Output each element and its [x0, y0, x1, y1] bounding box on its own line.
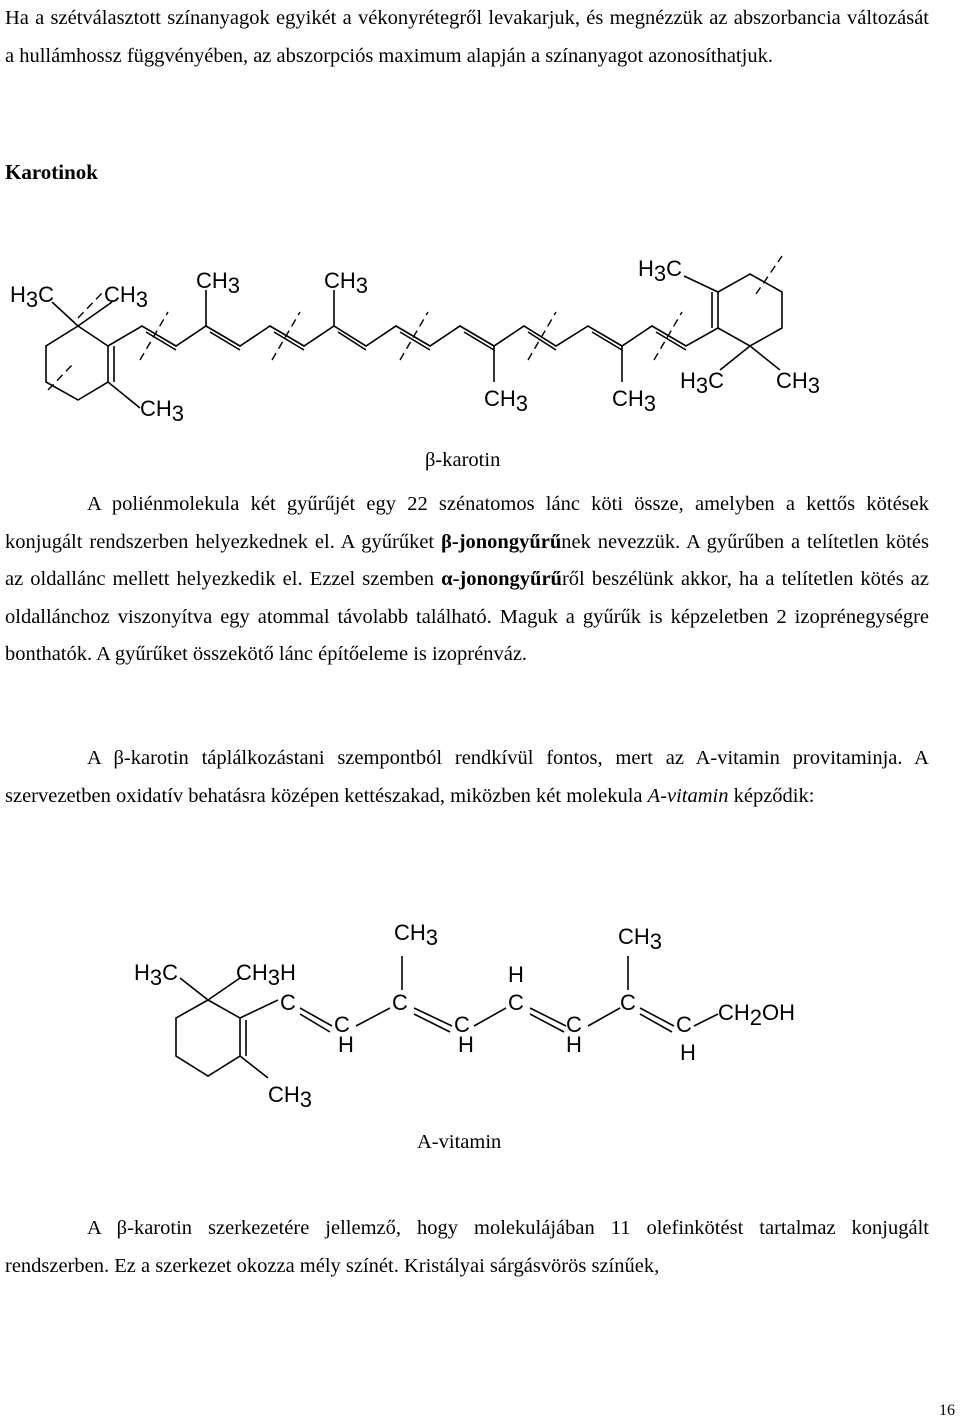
va-ch2oh: CH2OH — [718, 1000, 796, 1030]
label-ch3-1: CH3 — [104, 282, 149, 312]
label-h3c-b: H3C — [680, 368, 725, 398]
va-ch3-bot: CH3 — [268, 1082, 313, 1112]
vitamin-a-structure — [0, 900, 960, 1120]
va-c7: C — [620, 990, 636, 1015]
va-ch3-top1: CH3 — [394, 920, 439, 950]
page-number: 16 — [939, 1402, 955, 1419]
label-h3c-1: H3C — [10, 282, 55, 312]
left-ring — [46, 326, 108, 400]
beta-carotene-paragraph — [5, 740, 929, 815]
poly-text-2: nek nevezzük. A gyűrűben a telítetlen kötés az oldallánc mellett helyezkedik el. Ezzel szemben — [5, 530, 929, 590]
va-h-top: H — [508, 962, 524, 987]
beta-jonon-term: β-jonongyűrű — [441, 530, 562, 553]
va-c5: C — [508, 990, 524, 1015]
label-h3c-2: H3C — [638, 256, 683, 286]
polyene-chain — [108, 326, 718, 346]
alpha-jonon-term: α-jonongyűrű — [441, 568, 562, 590]
beta-text-2: képződik: — [728, 784, 815, 807]
intro-paragraph: Ha a szétválasztott színanyagok egyikét a vékonyrétegről levakarjuk, és megnézzük az abszorbancia változását a hullámhossz függvényében, az abszorpciós maximum alapján a színanyagot azonosíthatjuk. — [5, 7, 929, 67]
vitamin-ring — [176, 1000, 240, 1076]
label-ch3-b4: CH3 — [776, 368, 821, 398]
label-ch3-b3: CH3 — [612, 386, 657, 416]
va-c4: C — [454, 1012, 470, 1037]
va-h3c: H3C — [134, 960, 179, 990]
va-ch3-top2: CH3 — [618, 924, 663, 954]
va-c3: C — [392, 990, 408, 1015]
va-c8: C — [676, 1012, 692, 1037]
final-paragraph — [5, 1210, 929, 1285]
va-h4: H — [680, 1040, 696, 1065]
label-ch3-b2: CH3 — [484, 386, 529, 416]
va-ch3h: CH3H — [236, 960, 296, 990]
vitamin-a-caption: A-vitamin — [417, 1131, 502, 1153]
va-c1: C — [280, 990, 296, 1015]
va-h2: H — [458, 1032, 474, 1057]
beta-text-1: A β-karotin táplálkozástani szempontból rendkívül fontos, mert az A-vitamin provitaminja. A szervezetben oxidatív behatásra középen kettészakad, miközben két molekula — [5, 747, 929, 807]
beta-carotene-caption: β-karotin — [425, 449, 501, 471]
section-heading: Karotinok — [5, 160, 98, 184]
polyene-paragraph — [5, 486, 929, 674]
poly-text-3: ről beszélünk akkor, ha a telítetlen kötés az oldallánchoz viszonyítva egy atommal távolabb található. Maguk a gyűrűk is képzeletben 2 izoprénegységre bonthatók. A gyűrűket összekötő lánc építőeleme is izoprénváz. — [5, 568, 929, 665]
label-ch3-b1: CH3 — [140, 396, 185, 426]
poly-text-1: A poliénmolekula két gyűrűjét egy 22 szénatomos lánc köti össze, amelyben a kettős kötések konjugált rendszerben helyezkednek el. A gyűrűket — [5, 493, 929, 553]
beta-carotene-structure — [0, 240, 960, 440]
right-ring — [718, 274, 782, 346]
label-ch3-3: CH3 — [324, 268, 369, 298]
label-ch3-2: CH3 — [196, 268, 241, 298]
vitamin-a-term: A-vitamin — [647, 784, 729, 807]
va-h3: H — [566, 1032, 582, 1057]
va-c2: C — [334, 1012, 350, 1037]
va-h1: H — [338, 1032, 354, 1057]
va-c6: C — [566, 1012, 582, 1037]
final-text: A β-karotin szerkezetére jellemző, hogy molekulájában 11 olefinkötést tartalmaz konjugált rendszerben. Ez a szerkezet okozza mély színét. Kristályai sárgásvörös színűek, — [5, 1217, 929, 1277]
